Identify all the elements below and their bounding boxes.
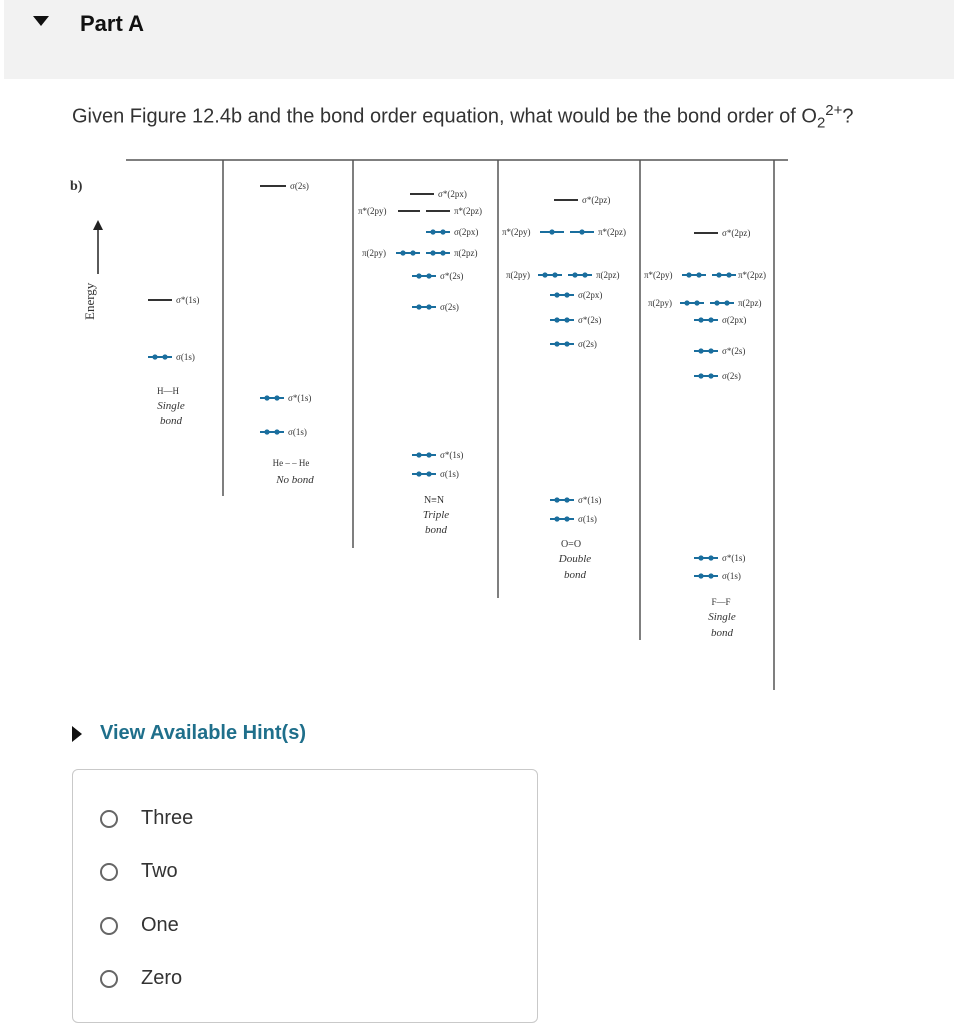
orbital-label: π(2py) bbox=[362, 248, 387, 258]
orbital-label: σ*(2pz) bbox=[722, 228, 751, 238]
orbital-label: σ(2px) bbox=[578, 290, 603, 300]
orbital-label: σ(2px) bbox=[722, 315, 747, 325]
question-superscript: 2+ bbox=[825, 102, 843, 119]
mo-diagram-figure bbox=[62, 150, 792, 695]
orbital-level-filled bbox=[550, 317, 574, 322]
orbital-level-filled bbox=[550, 292, 574, 297]
orbital-label: π(2pz) bbox=[738, 298, 762, 308]
orbital-label: σ*(2s) bbox=[440, 271, 464, 281]
orbital-label: π*(2pz) bbox=[738, 270, 767, 280]
expand-caret-icon[interactable] bbox=[72, 726, 82, 742]
bond-caption: Triple bbox=[422, 509, 450, 521]
orbital-label: σ(2px) bbox=[454, 227, 479, 237]
orbital-level-filled bbox=[550, 497, 574, 502]
orbital-label: σ*(2px) bbox=[438, 189, 467, 199]
orbital-label: σ*(2pz) bbox=[582, 195, 611, 205]
question-prefix: Given Figure 12.4b and the bond order equation, what would be the bond order of O bbox=[72, 105, 817, 128]
orbital-level-filled bbox=[426, 250, 450, 255]
orbital-level-half bbox=[540, 229, 564, 234]
orbital-label: π(2py) bbox=[506, 270, 531, 280]
molecule-formula: O=O bbox=[560, 539, 582, 550]
radio-button[interactable] bbox=[100, 810, 118, 828]
orbital-level-filled bbox=[412, 452, 436, 457]
orbital-label: σ(1s) bbox=[722, 571, 741, 581]
orbital-level-half bbox=[570, 229, 594, 234]
choice-label[interactable]: Two bbox=[141, 860, 178, 882]
orbital-level-filled bbox=[260, 429, 284, 434]
orbital-label: π(2pz) bbox=[454, 248, 478, 258]
orbital-label: π*(2pz) bbox=[598, 227, 627, 237]
bond-caption: bond bbox=[564, 569, 586, 581]
question-text bbox=[72, 102, 854, 132]
orbital-level-filled bbox=[680, 300, 704, 305]
orbital-label: π(2py) bbox=[648, 298, 673, 308]
molecule-formula: H—H bbox=[157, 386, 179, 396]
radio-button[interactable] bbox=[100, 917, 118, 935]
orbital-level-filled bbox=[710, 300, 734, 305]
orbital-label: σ*(1s) bbox=[176, 295, 200, 305]
orbital-level-filled bbox=[260, 395, 284, 400]
bond-caption: Single bbox=[157, 400, 185, 412]
orbital-label: σ*(1s) bbox=[578, 495, 602, 505]
view-hints-link[interactable]: View Available Hint(s) bbox=[100, 722, 306, 744]
orbital-level-filled bbox=[712, 272, 736, 277]
orbital-level-filled bbox=[694, 373, 718, 378]
orbital-level-filled bbox=[550, 516, 574, 521]
orbital-level-filled bbox=[694, 317, 718, 322]
orbital-level-filled bbox=[538, 272, 562, 277]
bond-caption: bond bbox=[425, 524, 447, 536]
orbital-label: σ(1s) bbox=[440, 469, 459, 479]
orbital-level-filled bbox=[694, 573, 718, 578]
orbital-level-filled bbox=[568, 272, 592, 277]
orbital-label: π*(2py) bbox=[358, 206, 387, 216]
molecule-formula: N≡N bbox=[423, 495, 445, 506]
radio-button[interactable] bbox=[100, 970, 118, 988]
orbital-level-filled bbox=[694, 348, 718, 353]
orbital-label: σ(1s) bbox=[288, 427, 307, 437]
orbital-level-filled bbox=[550, 341, 574, 346]
orbital-label: σ(2s) bbox=[290, 181, 309, 191]
orbital-level-filled bbox=[682, 272, 706, 277]
orbital-label: π(2pz) bbox=[596, 270, 620, 280]
orbital-label: σ(2s) bbox=[722, 371, 741, 381]
orbital-level-filled bbox=[412, 304, 436, 309]
orbital-label: σ(2s) bbox=[440, 302, 459, 312]
choice-label[interactable]: Zero bbox=[141, 967, 183, 989]
orbital-label: σ*(2s) bbox=[578, 315, 602, 325]
part-header[interactable] bbox=[4, 0, 954, 79]
orbital-level-filled bbox=[426, 229, 450, 234]
panel-label: b) bbox=[70, 179, 83, 194]
bond-caption: bond bbox=[160, 415, 182, 427]
energy-axis-arrow-icon bbox=[93, 220, 103, 230]
question-suffix: ? bbox=[842, 105, 854, 128]
orbital-label: σ*(2s) bbox=[722, 346, 746, 356]
bond-caption: Single bbox=[708, 611, 736, 623]
orbital-label: σ*(1s) bbox=[440, 450, 464, 460]
orbital-label: σ(2s) bbox=[578, 339, 597, 349]
choice-label[interactable]: Three bbox=[141, 807, 194, 829]
orbital-level-filled bbox=[412, 471, 436, 476]
orbital-label: π*(2pz) bbox=[454, 206, 483, 216]
orbital-label: π*(2py) bbox=[502, 227, 531, 237]
orbital-label: σ*(1s) bbox=[722, 553, 746, 563]
orbital-level-filled bbox=[694, 555, 718, 560]
orbital-label: σ(1s) bbox=[176, 352, 195, 362]
orbital-label: σ(1s) bbox=[578, 514, 597, 524]
orbital-label: σ*(1s) bbox=[288, 393, 312, 403]
bond-caption: bond bbox=[711, 627, 733, 639]
orbital-level-filled bbox=[148, 354, 172, 359]
answer-choices bbox=[72, 769, 538, 1023]
question-subscript: 2 bbox=[816, 114, 826, 132]
bond-caption: No bond bbox=[276, 474, 314, 486]
orbital-label: π*(2py) bbox=[644, 270, 673, 280]
collapse-caret-icon[interactable] bbox=[33, 16, 49, 26]
part-title: Part A bbox=[80, 11, 144, 36]
bond-caption: Double bbox=[558, 553, 592, 565]
choice-label[interactable]: One bbox=[141, 914, 179, 936]
energy-axis-label: Energy bbox=[82, 282, 97, 320]
molecule-formula: F—F bbox=[711, 597, 731, 607]
molecule-formula: He – – He bbox=[272, 458, 310, 468]
orbital-level-filled bbox=[412, 273, 436, 278]
orbital-level-filled bbox=[396, 250, 420, 255]
radio-button[interactable] bbox=[100, 863, 118, 881]
